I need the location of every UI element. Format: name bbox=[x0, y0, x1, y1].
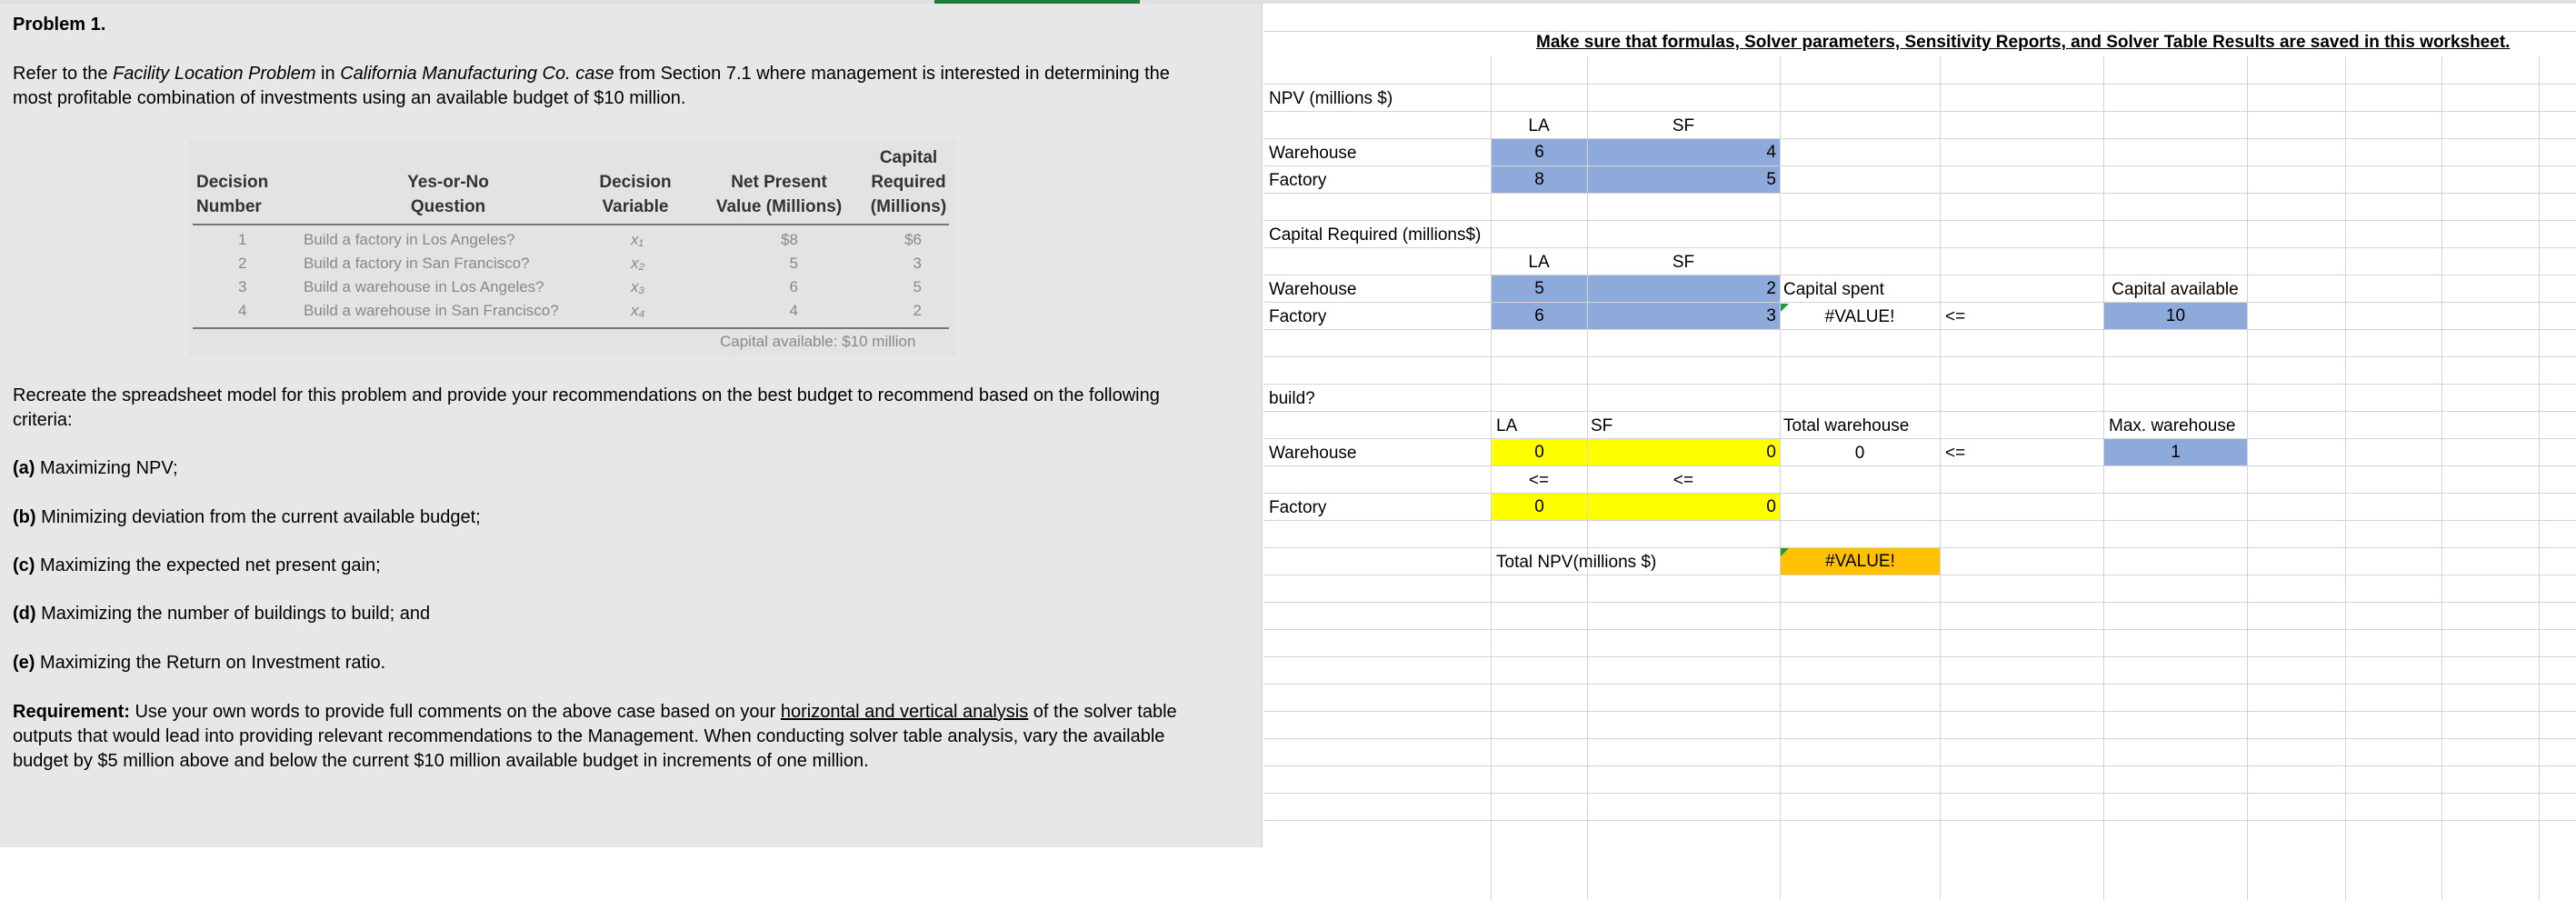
gridline bbox=[2103, 56, 2104, 900]
capital-col-la[interactable]: LA bbox=[1528, 253, 1550, 272]
capital-spent-value[interactable]: #VALUE! bbox=[1824, 307, 1895, 326]
gridline bbox=[1263, 111, 2576, 112]
gridline bbox=[1263, 820, 2576, 821]
gridline bbox=[1263, 711, 2576, 712]
header-line: Yes-or-No bbox=[407, 173, 489, 192]
row-number: 4 bbox=[238, 302, 247, 319]
requirement-text: Use your own words to provide full comments on the above case based on your bbox=[129, 702, 781, 722]
row-npv: 6 bbox=[789, 278, 798, 295]
header-rule bbox=[193, 224, 949, 225]
header-npv bbox=[711, 170, 847, 219]
gridline bbox=[1940, 56, 1941, 900]
gridline bbox=[2247, 56, 2248, 900]
row-number: 1 bbox=[238, 231, 247, 248]
npv-warehouse-la[interactable]: 6 bbox=[1492, 139, 1587, 165]
header-line: Question bbox=[410, 197, 486, 216]
row-npv: 4 bbox=[789, 302, 798, 319]
criterion-c bbox=[13, 554, 381, 578]
footer-rule bbox=[193, 327, 949, 329]
capital-title[interactable]: Capital Required (millions$) bbox=[1269, 225, 1482, 245]
row-variable: x₄ bbox=[631, 302, 645, 319]
max-warehouse-value[interactable]: 1 bbox=[2104, 439, 2247, 465]
criterion-text: Maximizing NPV; bbox=[35, 458, 178, 478]
criterion-label: (c) bbox=[13, 555, 35, 575]
row-number: 3 bbox=[238, 278, 247, 295]
capital-row-warehouse[interactable]: Warehouse bbox=[1269, 280, 1357, 299]
criterion-d bbox=[13, 602, 430, 626]
capital-col-sf[interactable]: SF bbox=[1672, 253, 1695, 272]
capital-row-factory[interactable]: Factory bbox=[1269, 307, 1327, 326]
warehouse-lte[interactable]: <= bbox=[1945, 444, 1966, 463]
row-capital: $6 bbox=[904, 231, 922, 248]
recreate-line-2: criteria: bbox=[13, 410, 73, 430]
build-col-sf[interactable]: SF bbox=[1591, 416, 1613, 435]
total-npv-label[interactable]: Total NPV(millions $) bbox=[1496, 553, 1657, 572]
total-warehouse-value[interactable]: 0 bbox=[1854, 444, 1865, 463]
criterion-b bbox=[13, 505, 481, 530]
header-line: Net Present bbox=[731, 173, 827, 192]
gridline bbox=[1263, 302, 2576, 303]
la-factory-lte[interactable]: <= bbox=[1528, 471, 1550, 490]
npv-title[interactable]: NPV (millions $) bbox=[1269, 89, 1393, 108]
npv-row-factory[interactable]: Factory bbox=[1269, 171, 1327, 190]
gridline bbox=[1263, 356, 2576, 357]
header-line: Decision bbox=[599, 173, 672, 192]
npv-col-sf[interactable]: SF bbox=[1672, 116, 1695, 135]
capital-factory-sf[interactable]: 3 bbox=[1588, 303, 1780, 329]
requirement-label: Requirement: bbox=[13, 702, 130, 722]
intro-italic-1: Facility Location Problem bbox=[113, 64, 316, 84]
header-line: Number bbox=[196, 197, 262, 216]
build-factory-sf[interactable]: 0 bbox=[1588, 494, 1780, 520]
criterion-text: Maximizing the Return on Investment ratio. bbox=[35, 653, 386, 673]
gridline bbox=[1263, 84, 2576, 85]
requirement-text-post: of the solver table bbox=[1028, 702, 1177, 722]
capital-available-note: Capital available: $10 million bbox=[720, 333, 916, 350]
capital-factory-la[interactable]: 6 bbox=[1492, 303, 1587, 329]
row-question: Build a warehouse in San Francisco? bbox=[304, 302, 559, 319]
intro-line-2: most profitable combination of investments using an available budget of $10 million. bbox=[13, 88, 686, 108]
gridline bbox=[1263, 220, 2576, 221]
criterion-a bbox=[13, 456, 178, 481]
recreate-line-1: Recreate the spreadsheet model for this problem and provide your recommendations on the best budget to recommend based on the following bbox=[13, 385, 1160, 405]
criterion-text: Minimizing deviation from the current available budget; bbox=[35, 507, 481, 527]
build-row-warehouse[interactable]: Warehouse bbox=[1269, 444, 1357, 463]
intro-text-post: from Section 7.1 where management is interested in determining the bbox=[614, 64, 1170, 84]
intro-text-mid: in bbox=[315, 64, 341, 84]
row-capital: 2 bbox=[913, 302, 922, 319]
gridline bbox=[1263, 656, 2576, 657]
capital-warehouse-la[interactable]: 5 bbox=[1492, 275, 1587, 302]
header-line: Capital bbox=[879, 148, 938, 167]
gridline bbox=[1780, 56, 1781, 900]
build-warehouse-sf[interactable]: 0 bbox=[1588, 439, 1780, 465]
criterion-label: (e) bbox=[13, 653, 35, 673]
header-question bbox=[380, 170, 516, 219]
max-warehouse-label[interactable]: Max. warehouse bbox=[2109, 416, 2236, 435]
row-variable: x₃ bbox=[631, 278, 645, 295]
gridline bbox=[1263, 193, 2576, 194]
decision-table-image bbox=[189, 140, 956, 356]
criterion-text: Maximizing the number of buildings to build; and bbox=[35, 604, 431, 624]
header-line: (Millions) bbox=[870, 197, 947, 216]
header-line: Decision bbox=[196, 173, 269, 192]
gridline bbox=[1263, 138, 2576, 139]
capital-lte[interactable]: <= bbox=[1945, 307, 1966, 326]
requirement-paragraph bbox=[13, 700, 1177, 774]
header-line: Required bbox=[871, 173, 946, 192]
header-line: Value (Millions) bbox=[715, 197, 843, 216]
gridline bbox=[1263, 738, 2576, 739]
worksheet-notice[interactable]: Make sure that formulas, Solver parameters, Sensitivity Reports, and Solver Table Results are saved in this worksheet. bbox=[1536, 33, 2511, 52]
build-title[interactable]: build? bbox=[1269, 389, 1315, 408]
capital-available-label[interactable]: Capital available bbox=[2112, 280, 2239, 299]
row-capital: 3 bbox=[913, 255, 922, 272]
requirement-underlined: horizontal and vertical analysis bbox=[780, 702, 1029, 722]
gridline bbox=[2539, 56, 2540, 900]
gridline bbox=[1263, 793, 2576, 794]
row-variable: x₁ bbox=[631, 231, 644, 248]
criterion-label: (a) bbox=[13, 458, 35, 478]
requirement-line-2: outputs that would lead into providing relevant recommendations to the Management. When conducting solver table analysis, vary the available bbox=[13, 726, 1165, 746]
row-npv: 5 bbox=[789, 255, 798, 272]
gridline bbox=[1263, 765, 2576, 766]
npv-row-warehouse[interactable]: Warehouse bbox=[1269, 144, 1357, 163]
requirement-line-3: budget by $5 million above and below the current $10 million available budget in increments of one million. bbox=[13, 751, 869, 771]
gridline bbox=[1263, 520, 2576, 521]
build-warehouse-la[interactable]: 0 bbox=[1492, 439, 1587, 465]
capital-spent-label[interactable]: Capital spent bbox=[1783, 280, 1884, 299]
gridline bbox=[2441, 56, 2442, 900]
build-factory-la[interactable]: 0 bbox=[1492, 494, 1587, 520]
gridline bbox=[2345, 56, 2346, 900]
formula-warning-marker bbox=[1781, 548, 1789, 556]
gridline bbox=[1263, 629, 2576, 630]
gridline bbox=[1263, 493, 2576, 494]
sf-factory-lte[interactable]: <= bbox=[1672, 471, 1694, 490]
row-npv: $8 bbox=[781, 231, 798, 248]
criterion-label: (d) bbox=[13, 604, 36, 624]
npv-col-la[interactable]: LA bbox=[1528, 116, 1550, 135]
row-question: Build a factory in San Francisco? bbox=[304, 255, 530, 272]
recreate-paragraph bbox=[13, 384, 1160, 433]
criterion-e bbox=[13, 651, 385, 675]
gridline bbox=[1263, 411, 2576, 412]
row-question: Build a factory in Los Angeles? bbox=[304, 231, 515, 248]
gridline bbox=[1263, 438, 2576, 439]
gridline bbox=[1263, 602, 2576, 603]
npv-factory-la[interactable]: 8 bbox=[1492, 166, 1587, 193]
row-variable: x₂ bbox=[631, 255, 644, 272]
intro-italic-2: California Manufacturing Co. case bbox=[340, 64, 614, 84]
header-capital bbox=[865, 145, 952, 219]
criterion-text: Maximizing the expected net present gain; bbox=[35, 555, 381, 575]
gridline bbox=[1263, 165, 2576, 166]
criterion-label: (b) bbox=[13, 507, 36, 527]
build-row-factory[interactable]: Factory bbox=[1269, 498, 1327, 517]
npv-warehouse-sf[interactable]: 4 bbox=[1588, 139, 1780, 165]
npv-factory-sf[interactable]: 5 bbox=[1588, 166, 1780, 193]
intro-paragraph bbox=[13, 62, 1170, 111]
header-line: Variable bbox=[602, 197, 669, 216]
row-question: Build a warehouse in Los Angeles? bbox=[304, 278, 544, 295]
row-capital: 5 bbox=[913, 278, 922, 295]
problem-panel bbox=[0, 4, 1263, 847]
header-decision-number bbox=[196, 170, 269, 219]
build-col-la[interactable]: LA bbox=[1496, 416, 1518, 435]
row-number: 2 bbox=[238, 255, 247, 272]
problem-title: Problem 1. bbox=[13, 15, 106, 35]
capital-available-value[interactable]: 10 bbox=[2104, 303, 2247, 329]
capital-warehouse-sf[interactable]: 2 bbox=[1588, 275, 1780, 302]
header-variable bbox=[594, 170, 676, 219]
gridline bbox=[1263, 384, 2576, 385]
total-warehouse-label[interactable]: Total warehouse bbox=[1783, 416, 1910, 435]
total-npv-value[interactable]: #VALUE! bbox=[1781, 548, 1940, 575]
spreadsheet-grid[interactable] bbox=[1263, 4, 2576, 847]
gridline bbox=[1263, 684, 2576, 685]
intro-text: Refer to the bbox=[13, 64, 114, 84]
